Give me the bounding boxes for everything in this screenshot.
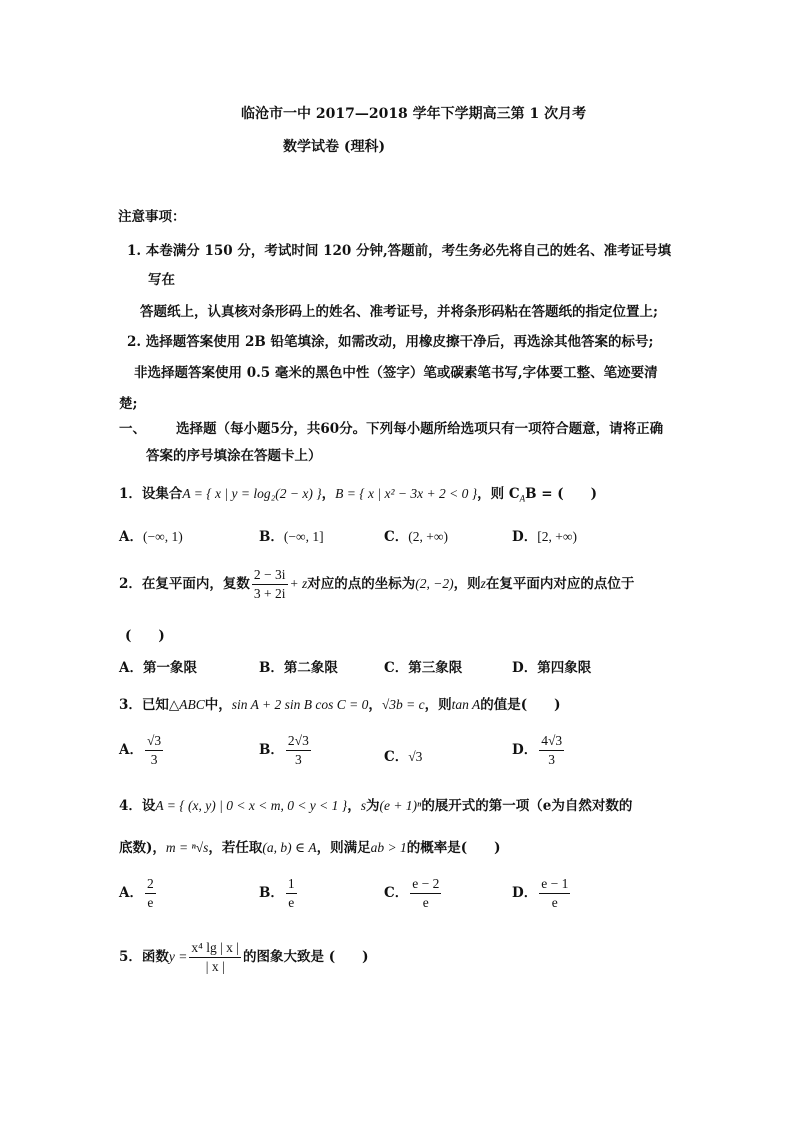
q4-option-a bbox=[119, 876, 158, 911]
q1-option-c-value: (2, +∞) bbox=[408, 529, 448, 544]
q4-option-b bbox=[259, 876, 299, 911]
q4-option-a-numerator: 2 bbox=[145, 876, 156, 894]
q2-option-a bbox=[119, 656, 197, 676]
q2-fraction-denominator: 3 + 2i bbox=[253, 586, 286, 601]
q3-comma: ， bbox=[368, 697, 382, 713]
q1-option-a bbox=[119, 525, 183, 545]
q3-option-d bbox=[512, 733, 566, 768]
q2-option-c-value: 第三象限 bbox=[408, 660, 463, 676]
q2-option-d-label: D． bbox=[512, 660, 538, 676]
q3-option-a-denominator: 3 bbox=[150, 752, 158, 767]
q3-option-c bbox=[384, 745, 422, 765]
q5-y-equals: y = bbox=[168, 949, 188, 964]
q4-option-c-denominator: e bbox=[422, 895, 429, 910]
q3-triangle: ABC bbox=[179, 697, 205, 712]
note-2-line-1: 2. 选择题答案使用 2B 铅笔填涂，如需改动，用橡皮擦干净后，再选涂其他答案的标号; bbox=[127, 334, 654, 350]
q2-z: z bbox=[480, 576, 486, 591]
q1-option-a-value: (−∞, 1) bbox=[142, 529, 183, 544]
q3-option-d-label: D． bbox=[512, 742, 538, 758]
section-number: 一、 bbox=[119, 421, 146, 437]
q3-option-a-label: A． bbox=[119, 742, 143, 758]
q4-option-d-numerator: e − 1 bbox=[539, 876, 570, 894]
q3-option-d-numerator: 4√3 bbox=[539, 733, 564, 751]
q3-option-b-fraction bbox=[286, 733, 311, 768]
q3-option-c-value: √3 bbox=[408, 749, 423, 764]
q5-prefix: 5．函数 bbox=[119, 949, 169, 965]
q1-option-b bbox=[259, 525, 324, 545]
q2-option-d bbox=[512, 656, 591, 676]
q3-condition-2: √3b = c bbox=[381, 697, 425, 712]
q5-fraction-numerator: x⁴ lg | x | bbox=[189, 940, 241, 958]
q3-option-b-label: B． bbox=[259, 742, 284, 758]
q1-option-d-label: D． bbox=[512, 529, 538, 545]
q4-condition: ab > 1 bbox=[370, 840, 407, 855]
q4-mid2: 为 bbox=[365, 798, 380, 814]
note-1-line-2: 写在 bbox=[148, 272, 175, 288]
q4-option-a-denominator: e bbox=[147, 895, 154, 910]
note-1-line-3: 答题纸上，认真核对条形码上的姓名、准考证号，并将条形码粘在答题纸的指定位置上; bbox=[140, 304, 658, 320]
q1-option-b-label: B． bbox=[259, 529, 284, 545]
q4-set-a: A = { (x, y) | 0 < x < m, 0 < y < 1 } bbox=[155, 798, 348, 813]
q1-option-c-label: C． bbox=[384, 529, 409, 545]
q4-line2-mid: ，若任取 bbox=[208, 840, 263, 856]
q4-s: s bbox=[360, 798, 366, 813]
q3-option-b-denominator: 3 bbox=[295, 752, 302, 767]
q2-suffix: ，则 bbox=[453, 576, 481, 592]
section-line-1: 选择题（每小题5分，共60分。下列每小题所给选项只有一项符合题意，请将正确 bbox=[176, 421, 664, 437]
q1-option-b-value: (−∞, 1] bbox=[283, 529, 324, 544]
question-1 bbox=[119, 482, 597, 504]
q3-tail: 的值是( ) bbox=[480, 697, 561, 713]
q4-mid: ， bbox=[347, 798, 361, 814]
q2-plus-z: + z bbox=[289, 576, 308, 591]
q4-prefix: 4．设 bbox=[119, 798, 156, 814]
q2-prefix: 2．在复平面内，复数 bbox=[119, 576, 250, 592]
q4-m-expression: m = ⁿ√s bbox=[165, 840, 209, 855]
q4-option-c-label: C． bbox=[384, 885, 409, 901]
q4-option-d-fraction bbox=[539, 876, 570, 911]
q5-tail: 的图象大致是 ( ) bbox=[243, 949, 369, 965]
q4-line2-mid2: ，则满足 bbox=[316, 840, 371, 856]
q1-option-a-label: A． bbox=[119, 529, 143, 545]
q1-option-d bbox=[512, 525, 577, 545]
q4-line2-tail: 的概率是( ) bbox=[406, 840, 501, 856]
q1-set-b: B = { x | x² − 3x + 2 < 0 } bbox=[335, 486, 478, 501]
q4-expression: (e + 1)ⁿ bbox=[379, 798, 422, 813]
q2-tail: 在复平面内对应的点位于 bbox=[485, 576, 635, 592]
question-3 bbox=[119, 693, 561, 713]
q3-option-b-numerator: 2√3 bbox=[286, 733, 311, 751]
q2-fraction-numerator: 2 − 3i bbox=[252, 567, 288, 585]
q5-fraction-denominator: | x | bbox=[205, 959, 225, 974]
q3-tan-a: tan A bbox=[451, 697, 481, 712]
q3-option-d-fraction bbox=[539, 733, 564, 768]
q2-option-c-label: C． bbox=[384, 660, 409, 676]
q4-ab: (a, b) ∈ A bbox=[262, 840, 317, 855]
q2-option-b bbox=[259, 656, 338, 676]
q4-tail-1: 的展开式的第一项（e为自然对数的 bbox=[421, 798, 633, 814]
q3-condition-1: sin A + 2 sin B cos C = 0 bbox=[231, 697, 369, 712]
q2-fraction bbox=[252, 567, 288, 602]
q1-set-a: A = { x | y = log₂(2 − x) } bbox=[182, 486, 322, 501]
q1-prefix: 1．设集合 bbox=[119, 486, 183, 502]
q1-subscript: A bbox=[519, 493, 526, 504]
q1-option-c bbox=[384, 525, 448, 545]
question-4-line-1 bbox=[119, 794, 632, 814]
note-1-line-1: 1. 本卷满分 150 分，考试时间 120 分钟,答题前，考生务必先将自己的姓名、准考证号填 bbox=[127, 243, 672, 259]
question-2 bbox=[119, 567, 634, 602]
q1-mid: ， bbox=[321, 486, 336, 502]
question-5 bbox=[119, 940, 369, 975]
q4-option-c-fraction bbox=[410, 876, 441, 911]
q2-mid: 对应的点的坐标为 bbox=[307, 576, 416, 592]
q2-option-c bbox=[384, 656, 462, 676]
section-line-2: 答案的序号填涂在答题卡上） bbox=[146, 448, 322, 464]
question-4-line-2 bbox=[119, 836, 501, 856]
q3-suffix: ，则 bbox=[424, 697, 452, 713]
q4-option-d-denominator: e bbox=[551, 895, 558, 910]
q1-suffix: ，则 C bbox=[477, 486, 520, 502]
q2-option-b-label: B． bbox=[259, 660, 284, 676]
note-2-line-2: 非选择题答案使用 0.5 毫米的黑色中性（签字）笔或碳素笔书写,字体要工整、笔迹要清 bbox=[134, 365, 658, 381]
q4-option-b-denominator: e bbox=[288, 895, 295, 910]
q4-line2-prefix: 底数)， bbox=[119, 840, 166, 856]
q2-answer-blank: ( ) bbox=[125, 628, 165, 644]
note-2-line-3: 楚; bbox=[119, 396, 138, 412]
q3-option-a-numerator: √3 bbox=[145, 733, 163, 751]
q5-fraction bbox=[189, 940, 241, 975]
q3-prefix: 3．已知△ bbox=[119, 697, 180, 713]
q3-option-b bbox=[259, 733, 313, 768]
notes-heading: 注意事项： bbox=[118, 209, 186, 225]
q4-option-b-numerator: 1 bbox=[286, 876, 297, 894]
q2-option-b-value: 第二象限 bbox=[283, 660, 338, 676]
q3-option-a bbox=[119, 733, 165, 768]
q2-option-d-value: 第四象限 bbox=[537, 660, 592, 676]
exam-title: 临沧市一中 2017—2018 学年下学期高三第 1 次月考 bbox=[241, 106, 587, 122]
q4-option-d-label: D． bbox=[512, 885, 538, 901]
exam-subtitle: 数学试卷 (理科) bbox=[283, 139, 386, 155]
q4-option-b-label: B． bbox=[259, 885, 284, 901]
q4-option-c-numerator: e − 2 bbox=[410, 876, 441, 894]
q1-tail: B = ( ) bbox=[525, 486, 597, 502]
q4-option-a-fraction bbox=[145, 876, 156, 911]
q2-option-a-value: 第一象限 bbox=[142, 660, 197, 676]
q4-option-b-fraction bbox=[286, 876, 297, 911]
q4-option-a-label: A． bbox=[119, 885, 143, 901]
q3-mid: 中， bbox=[204, 697, 232, 713]
q2-point: (2, −2) bbox=[415, 576, 454, 591]
q3-option-a-fraction bbox=[145, 733, 163, 768]
q2-option-a-label: A． bbox=[119, 660, 143, 676]
q3-option-c-label: C． bbox=[384, 749, 409, 765]
q4-option-d bbox=[512, 876, 572, 911]
q1-option-d-value: [2, +∞) bbox=[537, 529, 577, 544]
q4-option-c bbox=[384, 876, 443, 911]
q3-option-d-denominator: 3 bbox=[548, 752, 556, 767]
